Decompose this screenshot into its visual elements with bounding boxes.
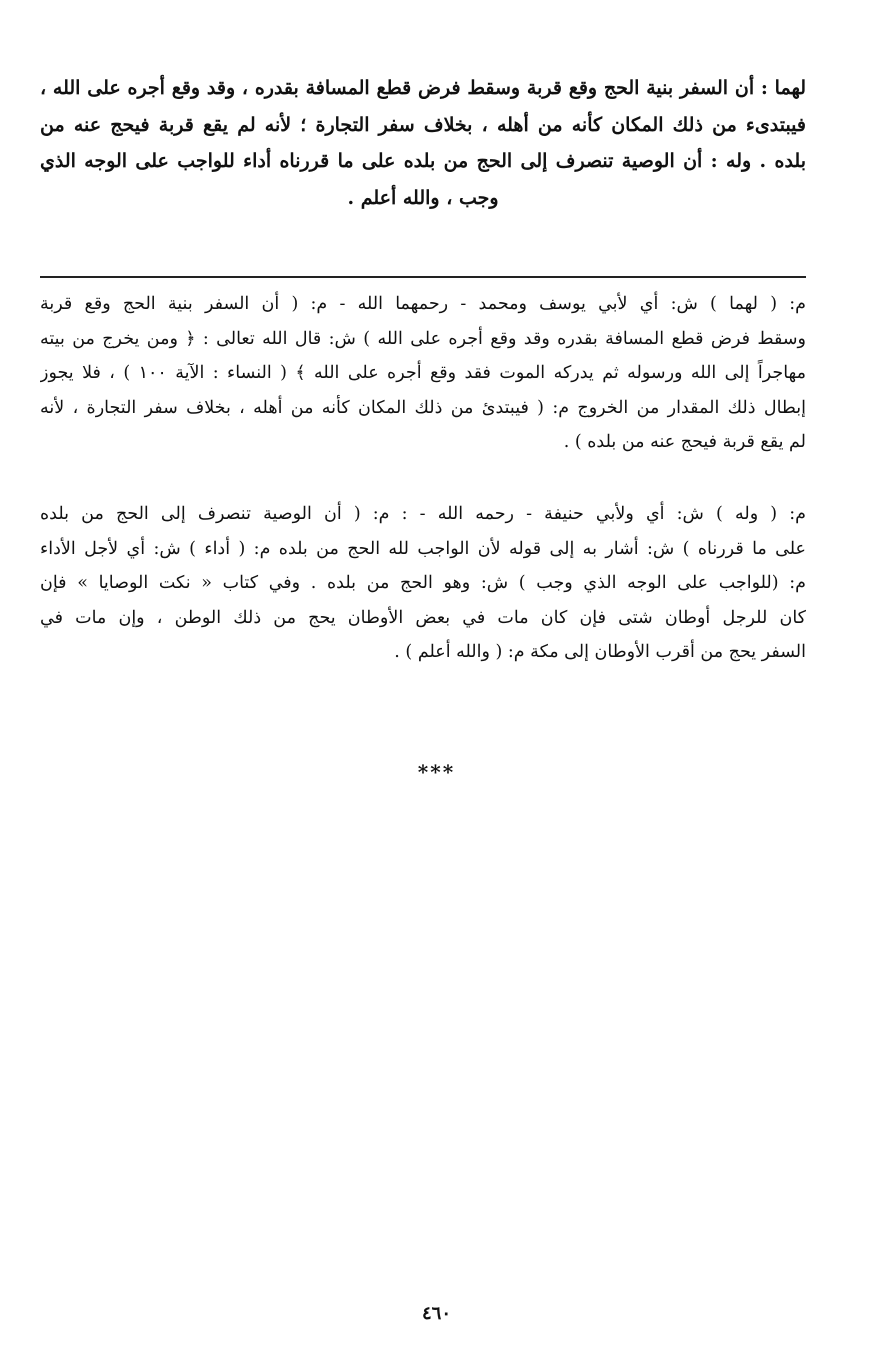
commentary-line: م: ( وله ) ش: أي ولأبي حنيفة - رحمه الله - : م: ( أن الوصية تنصرف إلى الحج من بلده <box>40 504 806 524</box>
commentary-paragraph-2 <box>40 497 806 670</box>
commentary-line: م: ( لهما ) ش: أي لأبي يوسف ومحمد - رحمهما الله - م: ( أن السفر بنية الحج وقع قربة <box>40 294 806 314</box>
commentary-line: السفر يحج من أقرب الأوطان إلى مكة م: ( والله أعلم ) . <box>394 642 806 662</box>
commentary-line: لم يقع قربة فيحج عنه من بلده ) . <box>563 432 806 452</box>
commentary-line: وسقط فرض قطع المسافة بقدره وقد وقع أجره على الله ) ش: قال الله تعالى : ﴿ ومن يخرج من بيته <box>40 328 806 349</box>
commentary-line: كان للرجل أوطان شتى فإن كان مات في بعض الأوطان يحج من ذلك الوطن ، وإن مات في <box>40 607 806 628</box>
section-divider-rule <box>40 276 806 278</box>
page-number: ٤٦٠ <box>421 1303 451 1324</box>
main-text-line: فيبتدىء من ذلك المكان كأنه من أهله ، بخلاف سفر التجارة ؛ لأنه لم يقع قربة فيحج عنه من <box>40 113 806 136</box>
commentary-line: على ما قررناه ) ش: أشار به إلى قوله لأن الواجب لله الحج من بلده م: ( أداء ) ش: أي لأجل الأداء <box>40 538 806 559</box>
main-text-line: بلده . وله : أن الوصية تنصرف إلى الحج من بلده على ما قررناه أداء للواجب على الوجه الذي <box>40 150 806 172</box>
section-end-asterisks: *** <box>417 760 456 784</box>
main-text-line: وجب ، والله أعلم . <box>347 186 499 209</box>
main-text-line: لهما : أن السفر بنية الحج وقع قربة وسقط فرض قطع المسافة بقدره ، وقد وقع أجره على الله ، <box>40 77 806 99</box>
commentary-line: مهاجراً إلى الله ورسوله ثم يدركه الموت فقد وقع أجره على الله ﴾ ( النساء : الآية ١٠٠ ) ، فلا يجوز <box>40 363 806 383</box>
commentary-line: م: (للواجب على الوجه الذي وجب ) ش: وهو الحج من بلده . وفي كتاب « نكت الوصايا » فإن <box>40 573 806 593</box>
main-text <box>40 70 806 216</box>
commentary-line: إبطال ذلك المقدار من الخروج م: ( فيبتدئ من ذلك المكان كأنه من أهله ، بخلاف سفر التجارة ، لأنه <box>40 397 806 418</box>
commentary-paragraph-1 <box>40 287 806 460</box>
